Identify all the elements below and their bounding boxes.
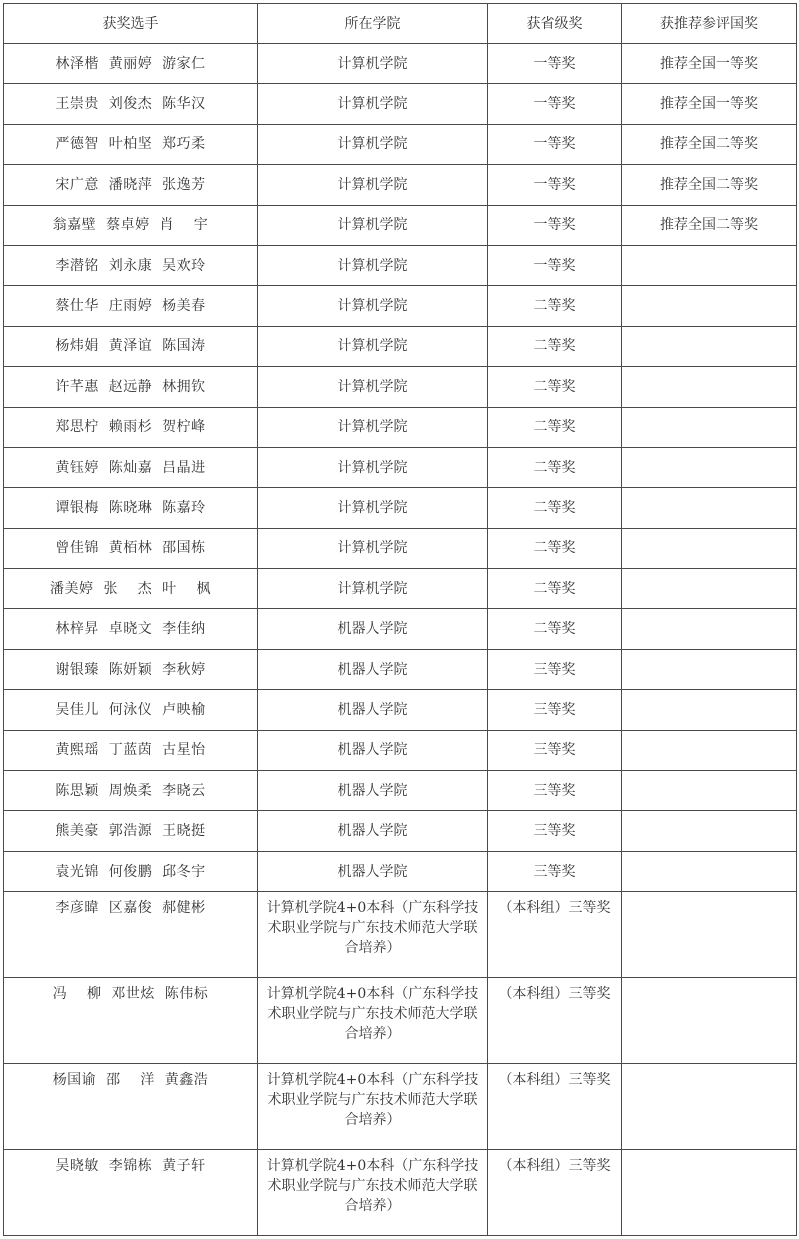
table-row bbox=[4, 447, 797, 487]
winner-names-text: 冯 柳 邓世炫 陈伟标 bbox=[52, 986, 209, 1003]
provincial-award-cell: 三等奖 bbox=[488, 649, 622, 689]
national-recommendation-cell bbox=[622, 851, 797, 891]
national-recommendation-cell: 推荐全国二等奖 bbox=[622, 205, 797, 245]
college-cell: 计算机学院 bbox=[258, 205, 488, 245]
winner-names-text: 林梓昇 卓晓文 李佳纳 bbox=[55, 621, 206, 638]
table-row bbox=[4, 569, 797, 609]
table-row bbox=[4, 124, 797, 164]
winner-names-cell bbox=[4, 367, 258, 407]
table-row bbox=[4, 1150, 797, 1236]
national-recommendation-cell bbox=[622, 407, 797, 447]
college-cell: 计算机学院4+0本科（广东科学技术职业学院与广东技术师范大学联合培养） bbox=[258, 892, 488, 978]
winner-names-text: 王崇贵 刘俊杰 陈华汉 bbox=[55, 96, 206, 113]
college-cell: 计算机学院 bbox=[258, 165, 488, 205]
provincial-award-cell: 二等奖 bbox=[488, 569, 622, 609]
winner-names-text: 吴佳儿 何泳仪 卢映榆 bbox=[55, 701, 206, 718]
college-cell: 计算机学院 bbox=[258, 488, 488, 528]
winner-names-cell bbox=[4, 978, 258, 1064]
table-row bbox=[4, 811, 797, 851]
national-recommendation-cell bbox=[622, 978, 797, 1064]
winner-names-cell bbox=[4, 528, 258, 568]
table-row bbox=[4, 407, 797, 447]
college-cell: 计算机学院 bbox=[258, 447, 488, 487]
national-recommendation-cell bbox=[622, 569, 797, 609]
table-row bbox=[4, 851, 797, 891]
provincial-award-cell: （本科组）三等奖 bbox=[488, 892, 622, 978]
winner-names-text: 曾佳锦 黄栢林 邵国栋 bbox=[55, 540, 206, 557]
winner-names-cell bbox=[4, 447, 258, 487]
provincial-award-cell: 三等奖 bbox=[488, 771, 622, 811]
college-cell: 计算机学院 bbox=[258, 367, 488, 407]
winner-names-text: 杨国谕 邵 洋 黄鑫浩 bbox=[52, 1072, 209, 1089]
winner-names-cell bbox=[4, 124, 258, 164]
table-row bbox=[4, 730, 797, 770]
table-row bbox=[4, 771, 797, 811]
winner-names-text: 翁嘉壁 蔡卓婷 肖 宇 bbox=[52, 217, 209, 234]
winner-names-text: 许芊惠 赵远静 林拥钦 bbox=[55, 378, 206, 395]
winner-names-text: 袁光锦 何俊鹏 邱冬宇 bbox=[55, 863, 206, 880]
provincial-award-cell: 二等奖 bbox=[488, 609, 622, 649]
table-body bbox=[4, 44, 797, 1236]
table-row bbox=[4, 690, 797, 730]
winner-names-cell bbox=[4, 1064, 258, 1150]
national-recommendation-cell bbox=[622, 245, 797, 285]
national-recommendation-cell bbox=[622, 286, 797, 326]
national-recommendation-cell bbox=[622, 649, 797, 689]
winner-names-text: 黄熙瑶 丁蓝茵 古星怡 bbox=[55, 742, 206, 759]
winner-names-cell bbox=[4, 730, 258, 770]
winner-names-cell bbox=[4, 286, 258, 326]
provincial-award-cell: 二等奖 bbox=[488, 407, 622, 447]
provincial-award-cell: 二等奖 bbox=[488, 286, 622, 326]
header-college: 所在学院 bbox=[258, 4, 488, 44]
header-winners: 获奖选手 bbox=[4, 4, 258, 44]
winner-names-text: 黄钰婷 陈灿嘉 吕晶进 bbox=[55, 459, 206, 476]
college-cell: 计算机学院 bbox=[258, 124, 488, 164]
provincial-award-cell: 三等奖 bbox=[488, 690, 622, 730]
table-row bbox=[4, 326, 797, 366]
national-recommendation-cell bbox=[622, 609, 797, 649]
header-provincial-award: 获省级奖 bbox=[488, 4, 622, 44]
college-cell: 机器人学院 bbox=[258, 771, 488, 811]
winner-names-cell bbox=[4, 569, 258, 609]
national-recommendation-cell: 推荐全国一等奖 bbox=[622, 44, 797, 84]
winner-names-text: 李彦暐 区嘉俊 郝健彬 bbox=[55, 900, 206, 917]
national-recommendation-cell bbox=[622, 447, 797, 487]
national-recommendation-cell: 推荐全国二等奖 bbox=[622, 124, 797, 164]
college-cell: 机器人学院 bbox=[258, 649, 488, 689]
table-row bbox=[4, 609, 797, 649]
provincial-award-cell: 三等奖 bbox=[488, 811, 622, 851]
college-cell: 计算机学院 bbox=[258, 286, 488, 326]
table-row bbox=[4, 245, 797, 285]
winner-names-text: 杨炜娟 黄泽谊 陈国涛 bbox=[55, 338, 206, 355]
table-row bbox=[4, 649, 797, 689]
college-cell: 计算机学院 bbox=[258, 407, 488, 447]
provincial-award-cell: 一等奖 bbox=[488, 245, 622, 285]
national-recommendation-cell bbox=[622, 326, 797, 366]
winner-names-cell bbox=[4, 1150, 258, 1236]
provincial-award-cell: （本科组）三等奖 bbox=[488, 1150, 622, 1236]
provincial-award-cell: （本科组）三等奖 bbox=[488, 978, 622, 1064]
provincial-award-cell: 一等奖 bbox=[488, 205, 622, 245]
national-recommendation-cell bbox=[622, 488, 797, 528]
provincial-award-cell: 二等奖 bbox=[488, 326, 622, 366]
winner-names-text: 熊美豪 郭浩源 王晓挺 bbox=[55, 823, 206, 840]
provincial-award-cell: 一等奖 bbox=[488, 124, 622, 164]
college-cell: 计算机学院 bbox=[258, 44, 488, 84]
college-cell: 计算机学院 bbox=[258, 528, 488, 568]
winner-names-cell bbox=[4, 44, 258, 84]
national-recommendation-cell bbox=[622, 771, 797, 811]
table-row bbox=[4, 367, 797, 407]
table-row bbox=[4, 978, 797, 1064]
national-recommendation-cell: 推荐全国一等奖 bbox=[622, 84, 797, 124]
winner-names-text: 郑思柠 赖雨杉 贺柠峰 bbox=[55, 419, 206, 436]
winner-names-cell bbox=[4, 690, 258, 730]
college-cell: 计算机学院 bbox=[258, 326, 488, 366]
table-row bbox=[4, 44, 797, 84]
winner-names-text: 谭银梅 陈晓琳 陈嘉玲 bbox=[55, 499, 206, 516]
winner-names-text: 陈思颖 周焕柔 李晓云 bbox=[55, 782, 206, 799]
winner-names-cell bbox=[4, 811, 258, 851]
winner-names-cell bbox=[4, 407, 258, 447]
college-cell: 计算机学院 bbox=[258, 245, 488, 285]
college-cell: 机器人学院 bbox=[258, 609, 488, 649]
provincial-award-cell: 一等奖 bbox=[488, 165, 622, 205]
college-cell: 计算机学院4+0本科（广东科学技术职业学院与广东技术师范大学联合培养） bbox=[258, 1064, 488, 1150]
provincial-award-cell: 三等奖 bbox=[488, 730, 622, 770]
winner-names-text: 宋广意 潘晓萍 张逸芳 bbox=[55, 176, 206, 193]
provincial-award-cell: 一等奖 bbox=[488, 84, 622, 124]
winner-names-cell bbox=[4, 205, 258, 245]
winner-names-cell bbox=[4, 851, 258, 891]
provincial-award-cell: 三等奖 bbox=[488, 851, 622, 891]
national-recommendation-cell bbox=[622, 811, 797, 851]
table-row bbox=[4, 205, 797, 245]
national-recommendation-cell bbox=[622, 892, 797, 978]
winner-names-cell bbox=[4, 488, 258, 528]
winner-names-text: 吴晓敏 李锦栋 黄子轩 bbox=[55, 1158, 206, 1175]
winner-names-cell bbox=[4, 771, 258, 811]
national-recommendation-cell: 推荐全国二等奖 bbox=[622, 165, 797, 205]
table-row bbox=[4, 528, 797, 568]
winner-names-cell bbox=[4, 649, 258, 689]
college-cell: 计算机学院4+0本科（广东科学技术职业学院与广东技术师范大学联合培养） bbox=[258, 1150, 488, 1236]
college-cell: 计算机学院4+0本科（广东科学技术职业学院与广东技术师范大学联合培养） bbox=[258, 978, 488, 1064]
winner-names-text: 蔡仕华 庄雨婷 杨美春 bbox=[55, 298, 206, 315]
table-row bbox=[4, 286, 797, 326]
college-cell: 计算机学院 bbox=[258, 84, 488, 124]
winner-names-cell bbox=[4, 84, 258, 124]
winner-names-text: 林泽楷 黄丽婷 游家仁 bbox=[55, 55, 206, 72]
national-recommendation-cell bbox=[622, 1150, 797, 1236]
table-row bbox=[4, 1064, 797, 1150]
college-cell: 计算机学院 bbox=[258, 569, 488, 609]
winner-names-cell bbox=[4, 892, 258, 978]
winner-names-cell bbox=[4, 245, 258, 285]
national-recommendation-cell bbox=[622, 1064, 797, 1150]
table-row bbox=[4, 165, 797, 205]
table-row bbox=[4, 488, 797, 528]
winner-names-cell bbox=[4, 165, 258, 205]
college-cell: 机器人学院 bbox=[258, 851, 488, 891]
college-cell: 机器人学院 bbox=[258, 690, 488, 730]
provincial-award-cell: 二等奖 bbox=[488, 367, 622, 407]
awards-table bbox=[3, 3, 797, 1236]
college-cell: 机器人学院 bbox=[258, 811, 488, 851]
winner-names-cell bbox=[4, 326, 258, 366]
winner-names-cell bbox=[4, 609, 258, 649]
provincial-award-cell: 二等奖 bbox=[488, 488, 622, 528]
provincial-award-cell: 二等奖 bbox=[488, 528, 622, 568]
national-recommendation-cell bbox=[622, 690, 797, 730]
winner-names-text: 严德智 叶柏坚 郑巧柔 bbox=[55, 136, 206, 153]
college-cell: 机器人学院 bbox=[258, 730, 488, 770]
table-row bbox=[4, 84, 797, 124]
winner-names-text: 谢银臻 陈妍颖 李秋婷 bbox=[55, 661, 206, 678]
provincial-award-cell: 二等奖 bbox=[488, 447, 622, 487]
table-header-row bbox=[4, 4, 797, 44]
provincial-award-cell: 一等奖 bbox=[488, 44, 622, 84]
national-recommendation-cell bbox=[622, 367, 797, 407]
national-recommendation-cell bbox=[622, 730, 797, 770]
provincial-award-cell: （本科组）三等奖 bbox=[488, 1064, 622, 1150]
national-recommendation-cell bbox=[622, 528, 797, 568]
winner-names-text: 李潜铭 刘永康 吴欢玲 bbox=[55, 257, 206, 274]
header-national-recommendation: 获推荐参评国奖 bbox=[622, 4, 797, 44]
table-row bbox=[4, 892, 797, 978]
winner-names-text: 潘美婷 张 杰 叶 枫 bbox=[50, 580, 211, 597]
